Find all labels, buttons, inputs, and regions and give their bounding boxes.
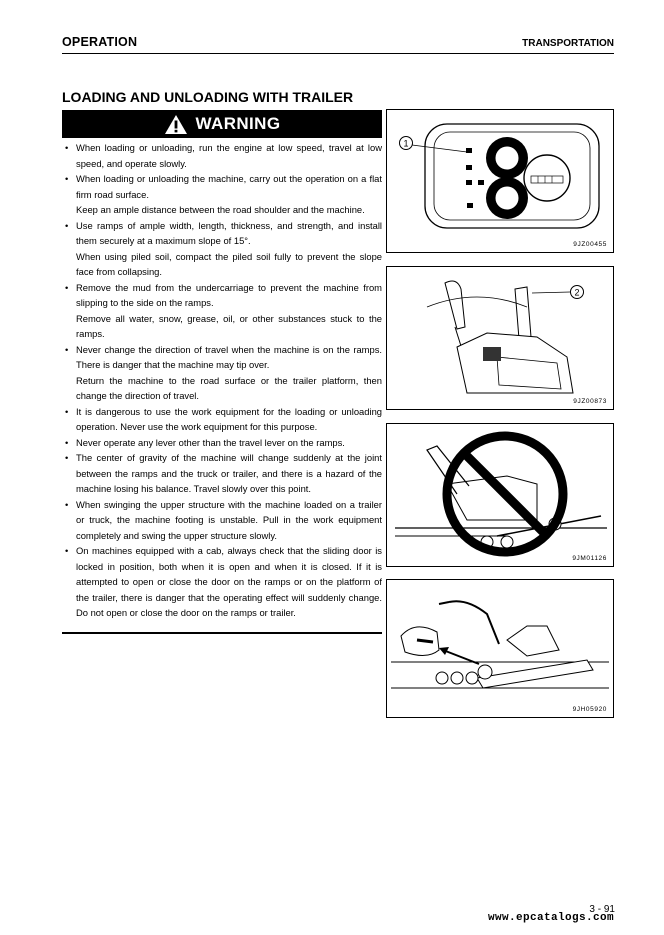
prohibited-swing-on-ramp-illustration <box>387 424 613 566</box>
header-rule <box>62 53 614 54</box>
warning-item <box>62 280 382 342</box>
warning-paragraph: • Remove the mud from the undercarriage to prevent the machine from slipping to the side on the ramps. <box>76 281 382 308</box>
warning-triangle-icon <box>164 114 188 135</box>
figure-code: 9JM01126 <box>572 555 607 562</box>
warning-paragraph: • When loading or unloading, run the engine at low speed, travel at low speed, and operate slowly. <box>76 142 382 169</box>
section-title: LOADING AND UNLOADING WITH TRAILER <box>62 89 354 105</box>
warning-item <box>62 140 382 171</box>
monitor-panel-illustration <box>387 110 613 252</box>
warning-item <box>62 171 382 218</box>
header-section: OPERATION <box>62 35 138 49</box>
page-number: 3 - 91 <box>589 904 615 915</box>
warning-item <box>62 450 382 497</box>
callout-number: 2 <box>574 287 580 298</box>
warning-banner <box>62 110 382 138</box>
warning-paragraph: • It is dangerous to use the work equipment for the loading or unloading operation. Never use the work equipment for this purpose. <box>76 405 382 432</box>
warning-paragraph: When using piled soil, compact the piled soil fully to prevent the slope face from collapsing. <box>76 250 382 277</box>
figure-monitor <box>386 109 614 253</box>
warning-paragraph: Remove all water, snow, grease, oil, or other substances stuck to the ramps. <box>76 312 382 339</box>
warning-item <box>62 435 382 451</box>
warning-item <box>62 218 382 280</box>
warning-end-rule <box>62 632 382 634</box>
warning-item <box>62 404 382 435</box>
travel-lever-illustration <box>387 267 613 409</box>
figure-loading <box>386 579 614 718</box>
callout-number: 1 <box>403 138 409 149</box>
warning-list <box>62 140 382 621</box>
warning-body <box>62 140 382 621</box>
warning-paragraph: • Never change the direction of travel when the machine is on the ramps. There is danger that the machine may tip over. <box>76 343 382 370</box>
loading-on-ramp-illustration <box>387 580 613 717</box>
warning-item <box>62 497 382 544</box>
figure-code: 9JZ00455 <box>573 241 607 248</box>
figure-code: 9JH05920 <box>572 706 607 713</box>
figure-code: 9JZ00873 <box>573 398 607 405</box>
figure-lever <box>386 266 614 410</box>
figure-prohibited <box>386 423 614 567</box>
warning-paragraph: • When swinging the upper structure with the machine loaded on a trailer or truck, the machine footing is unstable. Pull in the work equipment completely and swing the upper structure slowly. <box>76 498 382 541</box>
warning-paragraph: • The center of gravity of the machine will change suddenly at the joint between the ramps and the truck or trailer, and there is a hazard of the machine losing his balance. Travel slowly over this point. <box>76 452 382 494</box>
warning-paragraph: • Use ramps of ample width, length, thickness, and strength, and install them securely at a maximum slope of 15°. <box>76 219 382 246</box>
header-chapter: TRANSPORTATION <box>522 38 614 49</box>
warning-paragraph: • When loading or unloading the machine, carry out the operation on a flat firm road surface. <box>76 173 382 200</box>
warning-paragraph: • On machines equipped with a cab, always check that the sliding door is locked in position, both when it is open and when it is closed. If it is attempted to open or close the door on the ramps or on the platform of the trailer, there is danger that the operating effect will suddenly change. Do not open or close the door on the ramps or trailer. <box>76 545 382 618</box>
warning-paragraph: Keep an ample distance between the road shoulder and the machine. <box>76 204 365 215</box>
warning-item <box>62 543 382 621</box>
warning-item <box>62 342 382 404</box>
watermark: www.epcatalogs.com <box>487 912 614 924</box>
warning-paragraph: • Never operate any lever other than the travel lever on the ramps. <box>76 436 345 448</box>
warning-label: WARNING <box>195 114 281 133</box>
warning-paragraph: Return the machine to the road surface or the trailer platform, then change the direction of travel. <box>76 374 382 401</box>
